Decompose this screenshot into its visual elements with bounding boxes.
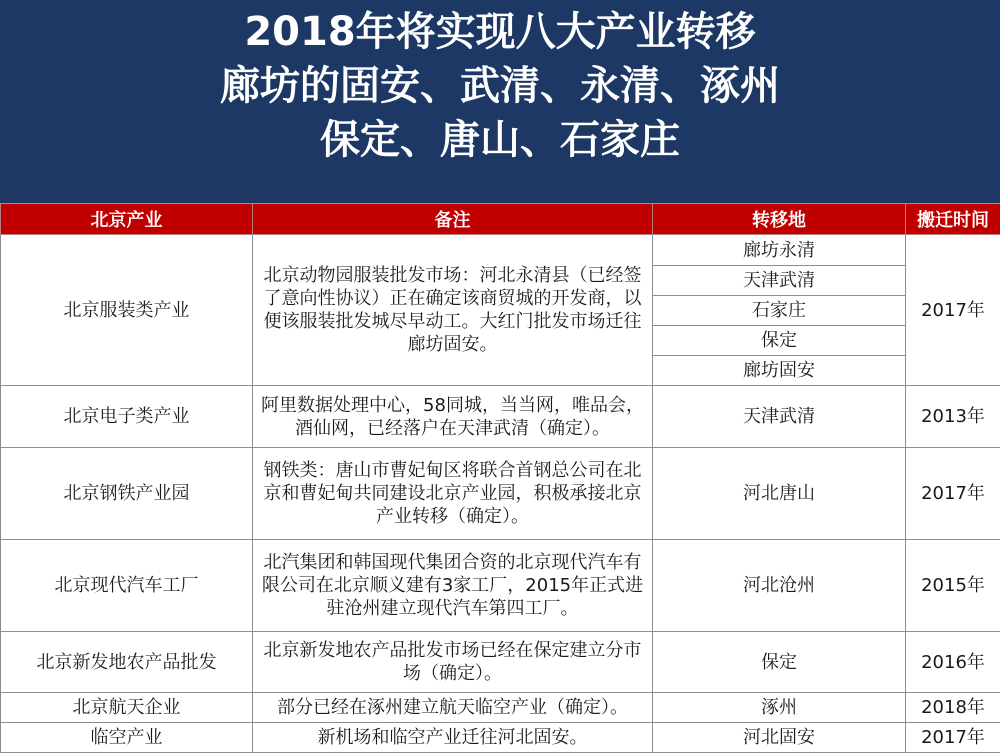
title-line-3: 保定、唐山、石家庄 (0, 114, 1000, 166)
note-cell: 新机场和临空产业迁往河北固安。 (253, 723, 653, 753)
year-cell: 2017年 (906, 235, 1000, 386)
destination-cell: 河北唐山 (653, 448, 906, 540)
year-cell: 2017年 (906, 448, 1000, 540)
table-row (1, 540, 1000, 632)
title-banner (0, 0, 1000, 203)
note-cell: 北汽集团和韩国现代集团合资的北京现代汽车有限公司在北京顺义建有3家工厂，2015年正式进驻沧州建立现代汽车第四工厂。 (253, 540, 653, 632)
header-year: 搬迁时间 (906, 204, 1000, 235)
industry-cell: 临空产业 (1, 723, 253, 753)
header-industry: 北京产业 (1, 204, 253, 235)
industry-cell: 北京服装类产业 (1, 235, 253, 386)
note-cell: 北京动物园服装批发市场：河北永清县（已经签了意向性协议）正在确定该商贸城的开发商，以便该服装批发城尽早动工。大红门批发市场迁往廊坊固安。 (253, 235, 653, 386)
table-row (1, 632, 1000, 693)
year-cell: 2015年 (906, 540, 1000, 632)
table-row (1, 448, 1000, 540)
destination-cell: 保定 (653, 632, 906, 693)
year-cell: 2017年 (906, 723, 1000, 753)
table-row (1, 693, 1000, 723)
note-cell: 阿里数据处理中心，58同城，当当网，唯品会，酒仙网，已经落户在天津武清（确定）。 (253, 386, 653, 448)
table-row (1, 386, 1000, 448)
destination-cell: 石家庄 (653, 296, 906, 326)
industry-cell: 北京新发地农产品批发 (1, 632, 253, 693)
destination-cell: 保定 (653, 326, 906, 356)
year-cell: 2013年 (906, 386, 1000, 448)
industry-cell: 北京现代汽车工厂 (1, 540, 253, 632)
note-cell: 钢铁类：唐山市曹妃甸区将联合首钢总公司在北京和曹妃甸共同建设北京产业园，积极承接北京产业转移（确定）。 (253, 448, 653, 540)
table-row (1, 723, 1000, 753)
destination-cell: 天津武清 (653, 266, 906, 296)
header-note: 备注 (253, 204, 653, 235)
header-destination: 转移地 (653, 204, 906, 235)
industry-cell: 北京钢铁产业园 (1, 448, 253, 540)
note-cell: 部分已经在涿州建立航天临空产业（确定）。 (253, 693, 653, 723)
table-row (1, 235, 1000, 266)
destination-cell: 河北固安 (653, 723, 906, 753)
year-cell: 2016年 (906, 632, 1000, 693)
industry-cell: 北京航天企业 (1, 693, 253, 723)
destination-cell: 天津武清 (653, 386, 906, 448)
destination-cell: 涿州 (653, 693, 906, 723)
destination-cell: 廊坊固安 (653, 356, 906, 386)
title-line-2: 廊坊的固安、武清、永清、涿州 (0, 60, 1000, 112)
destination-cell: 河北沧州 (653, 540, 906, 632)
note-cell: 北京新发地农产品批发市场已经在保定建立分市场（确定）。 (253, 632, 653, 693)
industry-cell: 北京电子类产业 (1, 386, 253, 448)
year-cell: 2018年 (906, 693, 1000, 723)
destination-cell: 廊坊永清 (653, 235, 906, 266)
industry-transfer-table (0, 203, 1000, 753)
table-header-row (1, 204, 1000, 235)
title-line-1: 2018年将实现八大产业转移 (0, 6, 1000, 58)
